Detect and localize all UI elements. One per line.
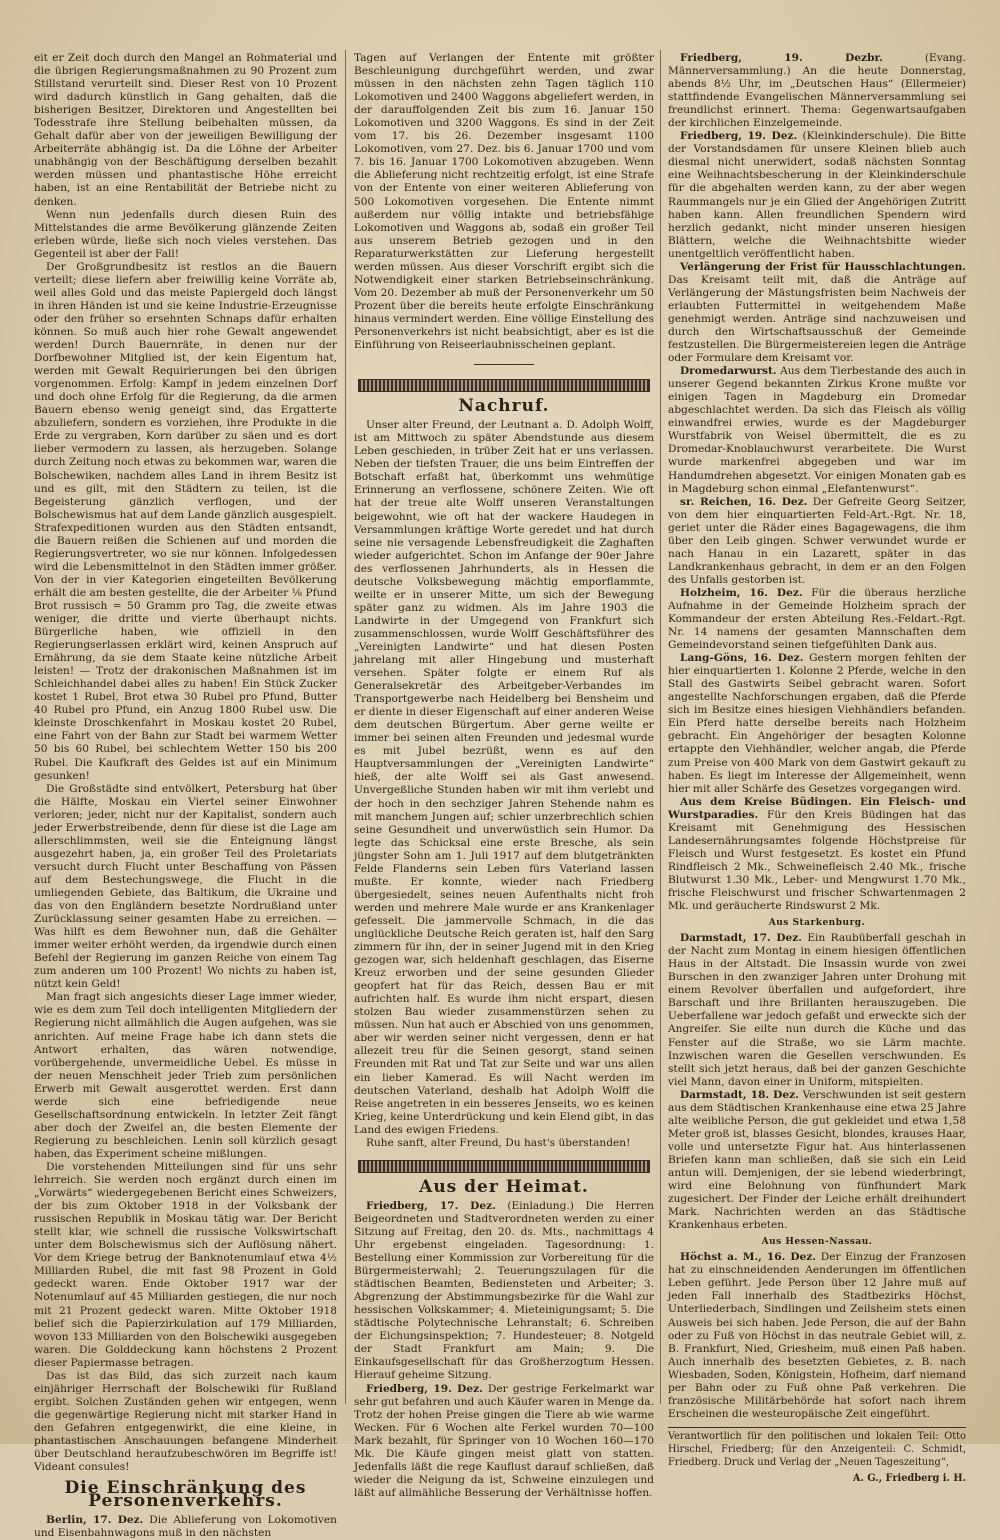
dateline: Dromedarwurst. (680, 365, 777, 378)
dateline: Darmstadt, 18. Dez. (680, 1088, 799, 1101)
article-text: Gestern morgen fehlten der hier einquartierten 1. Kolonne 2 Pferde, welche in den Stall des Gastwirts Seibel gebracht waren. Sofort angestellte Nachforschungen ergaben, daß die Pferde sich im Besitze eines hiesigen Viehhändlers befanden. Ein Pferd hatte derselbe bereits nach Holzheim gebracht. Ein Angehöriger der besagten Kolonne ertappte den Viehhändler, welcher angab, die Pferde zum Preise von 400 Mark von dem Gastwirt gekauft zu haben. Es liegt im Interesse der Allgemeinheit, wenn hier mit aller Schärfe des Gesetzes vorgegangen wird. (668, 652, 966, 795)
article-paragraph: Ruhe sanft, alter Freund, Du hast's überstanden! (366, 1136, 631, 1149)
ornament-divider (358, 379, 650, 392)
headline-personenverkehr: Die Einschränkung des Personenverkehrs. (64, 1478, 307, 1512)
article-paragraph: Das ist das Bild, das sich zurzeit nach kaum einjähriger Herrschaft der Bolschewiki für Rußland ergibt. Solchen Zuständen gehen wir entgegen, wenn die gegenwärtige Regierung nicht mit starker Hand in den Gefahren entgegenwirkt, die eine kleine, in phantastischen Anschauungen befangene Minderheit über Deutschland heraufzubeschwören im Begriffe ist! Videant consules! (34, 1369, 337, 1474)
article-text: Aus dem Tierbestande des auch in unserer Gegend bekannten Zirkus Krone mußte vor einigen Tagen in Magdeburg ein Dromedar abgeschlachtet werden. Da sich das Fleisch als völlig einwandfrei erwies, wurde es der Magdeburger Wurstfabrik von Weisel übermittelt, die es zu Dromedar-Knoblauchwurst verarbeitete. Die Wurst wurde markenfrei abgegeben und war im Handumdrehen abgesetzt. Vor einigen Monaten gab es in Magdeburg schon einmal „Elefantenwurst“. (668, 365, 966, 495)
article-paragraph (354, 1383, 654, 1500)
dateline: Aus dem Kreise Büdingen. Ein Fleisch- und Wurstparadies. (668, 795, 966, 821)
dateline: Friedberg, 19. Dezbr. (680, 52, 883, 64)
dateline: Höchst a. M., 16. Dez. (680, 1251, 816, 1264)
headline-heimat: Aus der Heimat. (419, 1176, 589, 1197)
ornament-divider (358, 1160, 650, 1173)
article-text: (Kleinkinderschule). Die Bitte der Vorstandsdamen für unsere Kleinen blieb auch diesmal nicht unerwidert, sodaß nächsten Sonntag eine Weihnachtsbescherung in der Kleinkinderschule für die abgehalten werden kann, zu der aber wegen Raummangels nur je ein Glied der Angehörigen Zutritt haben kann. Allen freundlichen Spendern wird herzlich gedankt, nicht minder unseren hiesigen Blättern, welche die Weihnachtsbitte wieder unentgeltlich veröffentlicht haben. (668, 130, 966, 260)
article-paragraph: Die Großstädte sind entvölkert, Petersburg hat über die Hälfte, Moskau ein Viertel seiner Einwohner verloren; jeder, nicht nur der Kapitalist, sondern auch jeder Erwerbstreibende, denn für diese ist die Lage am allerschlimmsten, weil sie die Enteignung längst ausgezehrt haben, ja, ein großer Teil des Proletariats versucht durch Flucht unter Beschaffung von Pässen auf dem Bestechungswege, die Flucht in die umliegenden Gebiete, das Baltikum, die Ukraine und das von den Engländern besetzte Nordrußland unter Zurücklassung seiner gesamten Habe zu erreichen. — Was hilft es dem Bewohner nun, daß die Gehälter immer weiter erhöht werden, da irgendwie durch einen Befehl der Regierung im ganzen Reiche von einem Tag zum anderen um 100 Prozent! Wo nichts zu haben ist, nützt kein Geld! (34, 782, 337, 991)
article-paragraph (34, 1514, 337, 1540)
dateline: Verlängerung der Frist für Hausschlachtungen. (680, 260, 966, 273)
article-text: (Einladung.) Die Herren Beigeordneten und Stadtverordneten werden zu einer Sitzung auf Freitag, den 20. ds. Mts., nachmittags 4 Uhr ergebenst eingeladen. Tagesordnung: 1. Bestellung einer Kommission zur Vorbereitung für die Bürgermeisterwahl; 2. Teuerungszulagen für die städtischen Beamten, Bediensteten und Arbeiter; 3. Abgrenzung der Abstimmungsbezirke für die Wahl zur hessischen Volkskammer; 4. Mieteinigungsamt; 5. Die städtische Polytechnische Lehranstalt; 6. Schreiben der Eichungsinspektion; 7. Hundesteuer; 8. Notgeld der Stadt Frankfurt am Main; 9. Die Einkaufsgesellschaft für das Großherzogtum Hessen. Hierauf geheime Sitzung. (354, 1199, 654, 1382)
column-left (34, 52, 337, 1540)
article-paragraph (668, 261, 966, 365)
article-paragraph (354, 1200, 654, 1383)
dateline: sr. Reichen, 16. Dez. (680, 495, 808, 508)
article-paragraph: Der Großgrundbesitz ist restlos an die Bauern verteilt; diese liefern aber freiwillig keine Vorräte ab, weil alles Gold und das meiste Papiergeld doch längst in ihren Händen ist und sie keine Industrie-Erzeugnisse oder den früher so ersehnten Schnaps dafür erhalten können. So muß auch hier rohe Gewalt angewendet werden! Durch Bauernräte, in denen nur der Dorfbewohner Mitglied ist, der kein Eigentum hat, werden mit Gewalt Requirierungen bei den übrigen vorgenommen. Erfolg: Kampf in jedem einzelnen Dorf und doch ohne Erfolg für die Regierung, da die armen Bauern ebenso wenig geneigt sind, das Ergatterte abzuliefern, sondern es vorziehen, ihre Produkte in die Erde zu vergraben, Korn darüber zu säen und es dort lieber vermodern zu lassen, als herzugeben. Solange durch Zeitung noch etwas zu bekommen war, waren die Bolschewiken, nachdem alles Land in ihrem Besitz ist und es gilt, mit den Städtern zu teilen, ist die Begeisterung gänzlich verflogen, und der Bolschewismus hat auf dem Lande gänzlich ausgespielt. Strafexpeditionen wurden aus den Städten entsandt, die Bauern reißen die Schienen auf und morden die Regierungsvertreter, wo sie nur können. Infolgedessen wird die Lebensmittelnot in den Städten immer größer. Von der in vier Kategorien eingeteilten Bevölkerung erhält die am besten gestellte, die der Arbeiter ⅛ Pfund Brot russisch = 50 Gramm pro Tag, die zweite etwas weniger, die dritte und vierte überhaupt nichts. Bürgerliche haben, wie offiziell in den Regierungserlassen erklärt wird, keinen Anspruch auf Ernährung, da sie dem Staate keine nützliche Arbeit leisten! — Trotz der drakonischen Maßnahmen ist im Schleichhandel dabei alles zu haben! Ein Stück Zucker kostet 1 Rubel, Brot etwa 30 Rubel pro Pfund, Butter 40 Rubel pro Pfund, ein Anzug 1800 Rubel usw. Die kleinste Droschkenfahrt in Moskau kostet 20 Rubel, eine Fahrt von der Bahn zur Stadt bei warmem Wetter 50 bis 60 Rubel, bei schlechtem Wetter 150 bis 200 Rubel. Die Kaufkraft des Geldes ist auf ein Minimum gesunken! (34, 260, 337, 782)
article-text: Für den Kreis Büdingen hat das Kreisamt mit Genehmigung des Hessischen Landesernährungsamtes folgende Höchstpreise für Fleisch und Wurst festgesetzt. Es kostet ein Pfund Rindfleisch 2 Mk., Schweinefleisch 2.40 Mk., frische Blutwurst 1.30 Mk., Leber- und Mengwurst 1.70 Mk., frische Fleischwurst und frischer Schwartenmagen 2 Mk. und geräucherte Rindswurst 2 Mk. (668, 808, 966, 913)
article-paragraph (668, 652, 966, 796)
column-middle (354, 52, 654, 1499)
article-paragraph (668, 130, 966, 260)
article-paragraph (668, 1089, 966, 1233)
dateline: Holzheim, 16. Dez. (680, 586, 803, 599)
dateline: Lang-Göns, 16. Dez. (680, 652, 804, 665)
article-paragraph (668, 496, 966, 587)
article-text: Ein Raubüberfall geschah in der Nacht zum Montag in einem hiesigen öffentlichen Haus in der Altstadt. Die Insassin wurde von zwei Burschen in den zwanziger Jahren unter Drohung mit einem Revolver überfallen und aufgefordert, ihre Barschaft und ihre Brillanten herauszugeben. Die Ueberfallene war jedoch gefaßt und erweckte sich der Angreifer. Sie eilte nun durch die Küche und das Fenster auf die Straße, wo sie Lärm machte. Inzwischen waren die Gesellen verschwunden. Es stellt sich jetzt heraus, daß bei der ganzen Geschichte viel Mann, davon einer in Uniform, mitspielten. (668, 932, 967, 1088)
article-paragraph (668, 587, 966, 652)
dateline: Friedberg, 19. Dez. (680, 130, 798, 143)
article-paragraph: Unser alter Freund, der Leutnant a. D. Adolph Wolff, ist am Mittwoch zu später Abendstunde aus diesem Leben geschieden, in trüber Zeit hat er uns verlassen. Neben der tiefsten Trauer, die uns beim Eintreffen der Botschaft erfaßt hat, überkommt uns wehmütige Erinnerung an verflossene, schönere Zeiten. Wie oft hat der treue alte Wolff unseren Veranstaltungen beigewohnt, wie oft hat der wackere Haudegen in Versammlungen kräftige Worte geredet und hat durch seine nie versagende Lebensfreudigkeit die Zaghaften wieder aufgerichtet. Schon im Anfange der 90er Jahre des verflossenen Jahrhunderts, als in Hessen die deutsche Volksbewegung mächtig emporflammte, weilte er in unserer Mitte, um sich der Bewegung später ganz zu widmen. Als im Jahre 1903 die Landwirte in der Umgegend von Frankfurt sich zusammenschlossen, wurde Wolff Geschäftsführer des „Vereinigten Landwirte“ und hat diesen Posten jahrelang mit aller Hingebung und musterhaft versehen. Später folgte er einem Ruf als Generalsekretär des Arbeitgeber-Verbandes im Transportgewerbe nach Heidelberg bei Bensheim und er diente in dieser Eigenschaft auf einer anderen Weise dem deutschen Bürgertum. Aber gerne weilte er immer bei seinen alten Freunden und jedesmal wurde es mit Jubel bezrüßt, wenn es auf den Hauptversammlungen der „Vereinigten Landwirte“ hieß, der alte Wolff sei als Gast anwesend. Unvergeßliche Stunden haben wir mit ihm verlebt und der hoch in den sechziger Jahren Stehende nahm es mit manchem Jungen auf; schier unzerbrechlich schien seine Gesundheit und unverwüstlich sein Humor. Da legte das Schicksal eine erste Bresche, als sein jüngster Sohn am 1. Juli 1917 auf dem blutgetränkten Felde Flanderns sein Leben fürs Vaterland lassen mußte. Er konnte, wieder nach Friedberg übergesiedelt, seines neuen Aufenthalts nicht froh werden und mehrere Male wurde er ans Krankenlager gefesselt. Die jammervolle Schmach, in die das unglückliche Deutsche Reich geraten ist, half den Sarg zimmern für ihn, der in seiner Jugend mit in den Krieg gezogen war, sich heldenhaft geschlagen, das Eiserne Kreuz erworben und der seine gesunden Glieder geopfert hat für das Reich, dessen Bau er mit aufrichten half. Es wurde ihm nicht erspart, diesen stolzen Bau wieder zusammenstürzen sehen zu müssen. Nun hat auch er Abschied von uns genommen, aber wir werden seiner nicht vergessen, denn er hat allezeit treu für die Seinen gesorgt, stand seinen Freunden mit Rat und Tat zur Seite und war uns allen ein lieber Kamerad. Es will Nacht werden im deutschen Vaterland, deshalb hat Adolph Wolff die Reise angetreten in ein besseres Jenseits, wo es keinen Krieg, keine Unterdrückung und kein Elend gibt, in das Land des ewigen Friedens. (354, 419, 654, 1136)
article-paragraph: eit er Zeit doch durch den Mangel an Rohmaterial und die übrigen Regierungsmaßnahmen zu 90 Prozent zum Stillstand verurteilt sind. Dieser Rest von 10 Prozent wird dadurch künstlich in Gang gehalten, daß die bisherigen Besitzer, Direktoren und Angestellten bei Todesstrafe ihre Stellung beibehalten müssen, da Gehalt dafür aber von der jeweiligen Bewilligung der Arbeiterräte abhängig ist. Da die Löhne der Arbeiter unabhängig von der Beschäftigung derselben bezahlt werden müssen und phantastische Höhe erreicht haben, ist an eine Rentabilität der Betriebe nicht zu denken. (34, 52, 337, 208)
article-text: Für die überaus herzliche Aufnahme in der Gemeinde Holzheim sprach der Kommandeur der ersten Abteilung Res.-Feldart.-Rgt. Nr. 14 namens der gesamten Mannschaften dem Gemeindevorstand seinen tiefgefühlten Dank aus. (668, 586, 966, 652)
section-heading: Aus Hessen-Nassau. (761, 1237, 873, 1248)
column-rule (660, 50, 661, 1404)
article-paragraph: Man fragt sich angesichts dieser Lage immer wieder, wie es dem zum Teil doch intelligenten Mitgliedern der Regierung nicht allmählich die Augen aufgehen, was sie anrichten. Auf meine Frage habe ich dann stets die Antwort erhalten, das wären notwendige, vorübergehende, unvermeidliche Uebel. Es müsse in der neuen Menschheit jeder Trieb zum persönlichen Erwerb mit Gewalt ausgerottet werden. Erst dann werde sich eine befriedigende neue Gesellschaftsordnung entwickeln. In letzter Zeit fängt aber doch der Zweifel an, die besten Elemente der Regierung zu beschleichen. Lenin soll kürzlich gesagt haben, das Experiment scheine mißlungen. (34, 991, 337, 1160)
article-paragraph: Wenn nun jedenfalls durch diesen Ruin des Mittelstandes die arme Bevölkerung glänzende Zeiten erleben würde, ließe sich noch vieles verstehen. Das Gegenteil ist aber der Fall! (34, 208, 337, 260)
article-paragraph (668, 796, 966, 913)
article-paragraph (668, 932, 966, 1089)
imprint-publisher: A. G., Friedberg i. H. (852, 1473, 966, 1485)
column-right (668, 52, 967, 1485)
article-paragraph: Die vorstehenden Mitteilungen sind für uns sehr lehrreich. Sie werden noch ergänzt durch einen im „Vorwärts“ wiedergegebenen Bericht eines Schweizers, der bis zum Oktober 1918 in der Volksbank der russischen Republik in Moskau tätig war. Der Bericht stellt klar, wie schnell die russische Volkswirtschaft unter dem Bolschewismus sich der Auflösung nähert. Vor dem Kriege betrug der Banknotenumlauf etwa 4½ Milliarden Rubel, die mit fast 98 Prozent in Gold gedeckt waren. Ende Oktober 1917 war der Notenumlauf auf 45 Milliarden gestiegen, die nur noch mit 21 Prozent gedeckt waren. Mitte Oktober 1918 belief sich die Papierzirkulation auf 179 Milliarden, wovon 133 Milliarden von den Bolschewiki ausgegeben waren. Die Golddeckung kann höchstens 2 Prozent dieser Papiermasse betragen. (34, 1160, 337, 1369)
article-text: Der gestrige Ferkelmarkt war sehr gut befahren und auch Käufer waren in Menge da. Trotz der hohen Preise gingen die Tiere ab wie warme Wecken. Für 6 Wochen alte Ferkel wurden 70—100 Mark bezahlt, für Springer von 10 Wochen 160—170 Mk. Die Käufe gingen meist glatt von statten. Jedenfalls läßt die rege Kauflust darauf schließen, daß wieder die Neigung da ist, Schweine einzulegen und läßt auf allmähliche Besserung der Verhältnisse hoffen. (354, 1382, 654, 1499)
dateline: Friedberg, 17. Dez. (366, 1199, 496, 1212)
section-heading: Aus Starkenburg. (768, 918, 866, 929)
article-text: Der Einzug der Franzosen hat zu einschneidenden Aenderungen im öffentlichen Leben geführt. Jede Person über 12 Jahre muß auf jeden Fall innerhalb des Stadtbezirks Höchst, Unterliederbach, Sindlingen und Zeilsheim stets einen Ausweis bei sich haben. Jede Person, die auf der Bahn oder zu Fuß von Höchst in das neutrale Gebiet will, z. B. Frankfurt, Nied, Griesheim, muß einen Paß haben. Auch innerhalb des besetzten Gebietes, z. B. nach Wiesbaden, Soden, Königstein, Hofheim, darf niemand per Bahn oder zu Fuß ohne Paß verkehren. Die französische Militärbehörde hat sofort nach ihrem Erscheinen die westeuropäische Zeit eingeführt. (668, 1251, 967, 1420)
article-text: Der Gefreite Georg Seitzer, von dem hier einquartierten Feld-Art.-Rgt. Nr. 18, geriet unter die Räder eines Bagagewagens, die ihm über den Leib gingen. Schwer verwundet wurde er nach Hanau in ein Lazarett, später in das Landkrankenhaus gebracht, in dem er an den Folgen des Unfalls gestorben ist. (668, 495, 966, 586)
article-paragraph (668, 1251, 966, 1421)
dateline: Friedberg, 19. Dez. (366, 1382, 483, 1395)
article-text: Das Kreisamt teilt mit, daß die Anträge auf Verlängerung der Mästungsfristen beim Nachweis der erlaubten Futtermittel in weitgehendem Maße genehmigt werden. Anträge sind nachzuweisen und durch den Wirtschaftsausschuß der Gemeinde festzustellen. Die Bürgermeistereien legen die Anträge oder Formulare dem Kreisamt vor. (668, 273, 966, 365)
imprint (668, 1427, 966, 1485)
separator (354, 356, 654, 369)
article-text: (Evang. Männerversammlung.) An die heute Donnerstag, abends 8½ Uhr, im „Deutschen Haus“ (Ellermeier) stattfindende Evangelischen Männerversammlung sei freundlichst erinnert. Thema: Gegenwartsaufgaben der kirchlichen Einzelgemeinde. (668, 52, 966, 130)
article-paragraph (668, 365, 966, 495)
article-text: Die Ablieferung von Lokomotiven und Eisenbahnwagons muß in den nächsten (34, 1514, 337, 1540)
headline-nachruf: Nachruf. (458, 396, 550, 417)
article-paragraph (668, 52, 966, 130)
article-paragraph: Tagen auf Verlangen der Entente mit größter Beschleunigung durchgeführt werden, und zwar müssen in den nächsten zehn Tagen täglich 110 Lokomotiven und 2400 Waggons abgeliefert werden, in der darauffolgenden Zeit bis zum 16. Januar 150 Lokomotiven und 3200 Waggons. Es sind in der Zeit vom 17. bis 26. Dezember insgesamt 1100 Lokomotiven, vom 27. Dez. bis 6. Januar 1700 und vom 7. bis 16. Januar 1700 Lokomotiven abzugeben. Wenn die Ablieferung nicht rechtzeitig erfolgt, ist eine Strafe von der Entente von einer weiteren Ablieferung von 500 Lokomotiven vorgesehen. Die Entente nimmt außerdem nur völlig intakte und betriebsfähige Lokomotiven und Waggons ab, sodaß ein großer Teil aus unserem Betrieb gezogen und in den Reparaturwerkstätten zur Lieferung hergestellt werden müssen. Aus dieser Vorschrift ergibt sich die Notwendigkeit einer starken Betriebseinschränkung. Vom 20. Dezember ab muß der Personenverkehr um 50 Prozent über die bereits heute erfolgte Einschränkung hinaus vermindert werden. Eine völlige Einstellung des Personenverkehrs ist nicht beabsichtigt, aber es ist die Einführung von Reiseerlaubnisscheinen geplant. (354, 52, 654, 352)
imprint-text: Verantwortlich für den politischen und lokalen Teil: Otto Hirschel, Friedberg; für den Anzeigenteil: C. Schmidt, Friedberg. Druck und Verlag der „Neuen Tageszeitung“, (668, 1430, 966, 1468)
column-rule (345, 50, 346, 1404)
dateline: Berlin, 17. Dez. (46, 1514, 144, 1527)
article-text: Verschwunden ist seit gestern aus dem Städtischen Krankenhause eine etwa 25 Jahre alte weibliche Person, die gut gekleidet und etwa 1,58 Meter groß ist, blasses Gesicht, blondes, krauses Haar, volle und untersetzte Figur hat. Aus hinterlassenen Briefen kann man schließen, daß sie sich ein Leid antun will. Demjenigen, der sie lebend wiederbringt, wird eine Belohnung von fünfhundert Mark zugesichert. Der Finder der Leiche erhält dreihundert Mark. Nachrichten werden an das Städtische Krankenhaus erbeten. (668, 1088, 966, 1232)
dateline: Darmstadt, 17. Dez. (680, 932, 802, 945)
